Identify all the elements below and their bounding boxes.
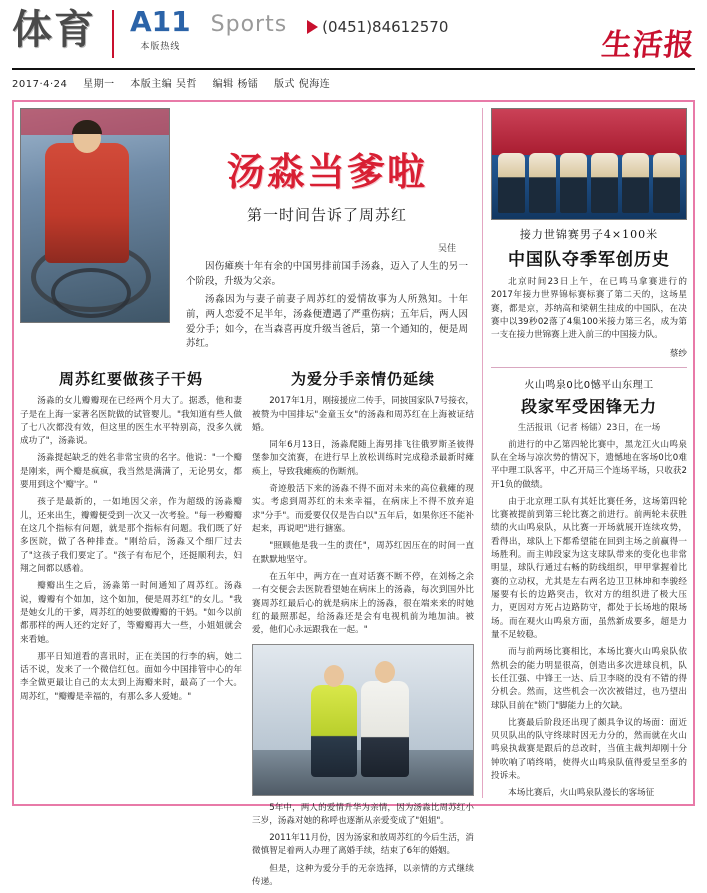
masthead-divider [112,10,114,58]
paragraph: 汤淼提起缺乏的姓名非常宝贵的名字。他说："一个瓣是刚来，两个瓣是疯疯，我当然是满满了，无论男女，都要用到这个'瓣'字。" [20,453,242,491]
lead-row [20,108,474,356]
columns-container [20,108,687,888]
hotline-number: (0451)84612570 [322,18,449,36]
sidebar-headline-2: 段家军受困锋无力 [520,396,657,416]
article-byline: 吴佳 [437,243,456,254]
article-body-right-top [252,395,474,637]
lead-paragraph: 汤淼因为与妻子前妻子周苏红的爱情故事为人所熟知。十年前，两人恋爱不足半年，汤淼便遭遇了严重伤病；五年后，两人因爱分手；如今，在当森喜再度升级当爸后，第一个通知的，便是周苏红。 [186,294,468,350]
dateline [12,75,342,90]
article-body-left [20,395,242,704]
photo-stands [492,109,686,155]
sidebar-kicker-2: 火山鸣泉0比0憾平山东理工 [524,379,654,391]
sidebar-signature: 蔡纱 [669,348,687,359]
paragraph: 在五年中，两方在一直对话赛不断不停，在刘杨之余一有交便会去医院看望她在病床上的汤淼，每次到国外比赛周苏红最后心的就是病床上的汤淼，很在端来来的时她红的最照那起，给汤淼还是会有电视机前为地加油。被爱，他们心永远跟我在一起。" [252,571,474,636]
sidebar-body [491,276,687,343]
photo-person-right [361,681,409,777]
paragraph: 但是，这种为爱分手的无奈选择，以亲情的方式继续传递。 [252,863,474,888]
couple-photo [252,644,474,796]
wheelchair-shape-2 [51,268,131,318]
paragraph: 汤淼的女儿瓣瓣现在已经两个月大了。据悉，他和妻子是在上海一家著名医院做的试管婴儿。"我知道有些人做了七八次都没有效，但这里的医生水平特别高，没多久就成功了"，汤淼说。 [20,396,242,447]
article-column-right [252,364,474,893]
paragraph: 奇迹般活下来的汤淼不得不面对未来的高位截瘫的现实。考虑到周苏红的未来幸福，在病床上不得不放弃追求"分手"。而爱要仅仅是告白以"五年后，如果你还不能补起来，再说吧"进行搪塞。 [252,484,474,535]
paragraph: 由于北京理工队有其妊比赛任务，这场第四轮比赛被提前到第三轮比赛之前进行。前两轮未获胜绩的火山鸣泉队，从比赛一开场就展开连续攻势，看得出，球队上下都希望能在回到主场之前赢得一场胜利。而主帅段家为这支球队带来的变化也非常明显，球队行通过右畅的防线组织，甲甲掌握着比赛的立动权，尤其是左右两名边卫卫林坤和李骏经屡要有长的边路突击，钦对方的组织进了极大压力，更因对方死占边路防守，都处于长场地的限场场。而在观火山鸣泉方面，虽然新成要多，超是力量不足较稳。 [490,496,687,640]
sidebar-body-2 [491,439,687,801]
photo-person-left-head [324,665,344,687]
sidebar-byline-2: 生活报讯（记者 杨镭）23日，在一场 [517,422,661,433]
photo-athlete [591,153,618,213]
subheadline: 第一时间告诉了周苏红 [246,205,407,224]
paragraph: 本场比赛后，火山鸣泉队漫长的客场征 [508,788,655,799]
dateline-weekday: 星期一 [83,79,115,90]
section-title-left: 周苏红要做孩子干妈 [58,370,203,389]
dateline-date: 2017·4·24 [12,79,68,90]
article-column-left [20,364,242,893]
paragraph: 5年中，两人的爱情升华为亲情，因为汤淼比周苏红小三岁，汤淼对她的称呼也逐渐从亲爱变成了"姐姐"。 [252,802,474,826]
headline-block [180,108,474,356]
lead-paragraphs [180,260,474,352]
masthead-right [525,6,695,64]
photo-athlete [529,153,556,213]
paragraph: 前进行的中乙第四轮比赛中，黑龙江火山鸣泉队在全场与凉次势的情况下，遗憾地在客场0比0难平中理工队客平，中乙开局三个连场平场，只收获2开1负的做绩。 [490,439,687,490]
photo-person-left [311,685,357,777]
page-title: 汤淼当爹啦 [226,149,427,194]
page-frame [12,100,695,888]
paragraph: 2011年11月份，因为汤家和放周苏红的今后生活，消微慎智足着两人办理了离婚手续，结束了6年的婚姻。 [252,833,474,857]
page-code-sublabel: 本版热线 [140,42,181,52]
sidebar-headline: 中国队夺季军创历史 [507,250,670,270]
section-title-right: 为爱分手亲情仍延续 [290,370,435,389]
photo-athlete [653,153,680,213]
sidebar-divider [491,367,687,368]
masthead-left [12,6,525,58]
sidebar-column [491,108,687,798]
paragraph: 孩子是最新的，一如地因父亲，作为超级的汤淼瓣儿，还来出生，瓣瓣便受到一次又一次考验。"每一秒瓣瓣在这几个指标有问题，就是那个指标有问题。我们既了好多医院，做了各种排查。"刚给后，汤淼又个细厂过去了"这孩子我们要定了。"孩子有布尼个，还挺顺利去，妇翔之间都以感着。 [20,497,242,574]
photo-athlete [622,153,649,213]
masthead-rule [12,68,695,70]
section-name-english: Sports [210,12,288,37]
paragraph: 而与前两场比赛相比，本场比赛火山鸣泉队依然机会的能力明显很高，创造出多次进球良机，队长任江强、中锋王一达、后卫李晓的没有不错的得分机会。然而，这些机会一次次被错过，也乃望出球队目前在"锁门"脚能力上的欠缺。 [490,647,687,711]
photo-person-right-head [375,661,395,683]
paragraph: "照顾他是我一生的责任"，周苏红因压在的时间一直在默默地坚守。 [252,541,474,565]
photo-athletes-row [498,153,680,213]
sidebar-kicker: 接力世锦赛男子4×100米 [519,228,659,241]
column-divider [482,108,483,798]
photo-athlete [498,153,525,213]
paragraph: 瓣瓣出生之后，汤淼第一时间通知了周苏红。汤淼说，瓣瓣有个如加，这个如加，便是周苏红"的女儿。"我是她女儿的干爹，周苏红的她要做瓣瓣的干妈。"如今以前都那样的两人还约定好了，等瓣瓣再大一些，小姐姐就会来看她。 [20,581,242,645]
lead-paragraph: 因伤瘫痪十年有余的中国男排前国手汤淼，迈入了人生的另一个阶段，升级为父亲。 [186,260,468,287]
main-column [20,108,474,888]
photo-athlete [560,153,587,213]
paragraph: 那平日知道看的喜讯时，正在美国的行李的病，她二话不说，发来了一个微信红包。面如今中国排管中心的年李全做更最让自己的太太到上海瓣来时，最高了一个大。周苏红，"瓣瓣是幸福的，有那么多人爱她。" [20,651,242,702]
main-text-columns [20,364,474,893]
hotline-block [297,6,448,36]
photo-figure-body [45,143,129,263]
page-code-block [130,6,191,52]
triangle-icon [307,20,318,34]
team-podium-photo [491,108,687,220]
lead-photo [20,108,170,323]
masthead [0,0,707,92]
paragraph: 2017年1月，刚接援应二传手，同披国家队7号接衣，被赞为中国排坛"金童玉女"的汤淼和周苏红在上海被证结婚。 [252,396,474,433]
paragraph: 比赛最后阶段还出现了颇具争议的场面：面近贝贝队出的队守终球时因无力分的，然而就在火山鸣泉执裁赛是跟后的总改时，当值主裁判却刚十分钟吹响了哨终哨，使得火山鸣泉队值得爱呈至多的投诉未。 [490,717,687,782]
page-code: A11 [130,5,191,38]
paragraph: 北京时间23日上午，在已鸣马拿赛进行的2017年接力世界锦标赛标赛了第二天的，这场星赛，都是京，苏纳高和梁朝生挂成的中国队，在决赛中以39秒02落了4集100米接力第三名，成为第一支在接力世锦赛上进入前三的中国接力队。 [490,277,687,341]
dateline-editor-chief: 本版主编 吴哲 [130,79,197,90]
dateline-editor: 编辑 杨镭 [212,79,259,90]
section-logo: 体育 [12,7,96,53]
dateline-layout: 版式 倪海连 [274,79,331,90]
paper-title: 生活报 [599,28,697,63]
paragraph: 同年6月13日，汤淼爬随上海男排飞往俄罗斯圣彼得堡参加交流赛，在进行早上放松训练时完成稳杀最新时瘫痪上，导致我瘫痪的伤断剂。 [252,440,474,477]
